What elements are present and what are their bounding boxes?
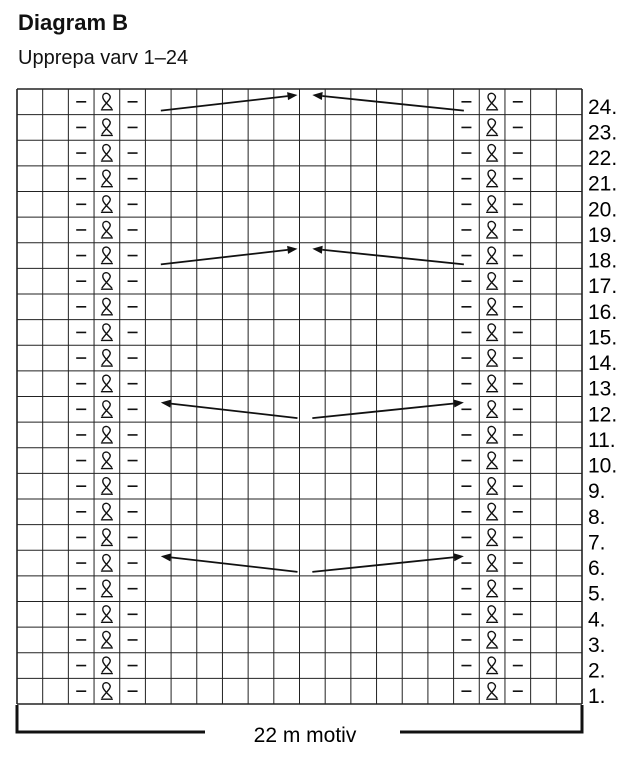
twisted-stitch-symbol	[101, 478, 113, 494]
arrow-line	[171, 404, 298, 418]
row-label: 14.	[588, 352, 618, 376]
diagram-title: Diagram B	[18, 10, 129, 35]
row-label: 11.	[588, 428, 616, 452]
twisted-stitch-symbol	[486, 478, 498, 494]
twisted-stitch-symbol	[101, 221, 113, 237]
twisted-stitch-symbol	[486, 324, 498, 340]
twisted-stitch-symbol	[486, 145, 498, 161]
arrow-head	[161, 400, 171, 408]
twisted-stitch-symbol	[101, 350, 113, 366]
grid-lines	[17, 89, 582, 704]
twisted-stitch-symbol	[486, 93, 498, 109]
arrow-line	[322, 96, 464, 111]
twisted-stitch-symbol	[101, 324, 113, 340]
row-labels	[588, 96, 617, 708]
twisted-stitch-symbol	[101, 426, 113, 442]
row-label: 18.	[588, 249, 618, 273]
twisted-stitch-symbol	[486, 273, 498, 289]
arrow-line	[322, 250, 464, 265]
twisted-stitch-symbol	[101, 503, 113, 519]
row-label: 24.	[588, 95, 618, 119]
twisted-stitch-symbol	[101, 631, 113, 647]
arrow-head	[287, 246, 297, 254]
twisted-stitch-symbol	[101, 683, 113, 699]
twisted-stitch-symbol	[101, 580, 113, 596]
twisted-stitch-symbol	[101, 247, 113, 263]
row-label: 9.	[588, 480, 606, 504]
bracket-right	[400, 705, 582, 732]
row-label: 12.	[588, 403, 618, 427]
twisted-stitch-symbol	[101, 529, 113, 545]
arrow-line	[161, 96, 288, 110]
arrow-head	[312, 246, 322, 254]
diagram-subtitle: Upprepa varv 1–24	[18, 47, 189, 69]
row-label: 5.	[588, 582, 606, 606]
twisted-stitch-symbol	[486, 529, 498, 545]
arrow-head	[161, 553, 171, 561]
row-label: 13.	[588, 377, 618, 401]
twisted-stitch-symbol	[486, 221, 498, 237]
row-label: 16.	[588, 300, 618, 324]
twisted-stitch-symbol	[101, 555, 113, 571]
twisted-stitch-symbol	[486, 119, 498, 135]
twisted-stitch-symbol	[486, 657, 498, 673]
row-label: 4.	[588, 608, 606, 632]
row-label: 2.	[588, 659, 606, 683]
twisted-stitch-symbol	[101, 657, 113, 673]
row-label: 23.	[588, 121, 618, 145]
twisted-stitch-symbol	[101, 452, 113, 468]
row-label: 6.	[588, 557, 606, 581]
twisted-stitch-symbol	[486, 426, 498, 442]
twisted-stitch-symbol	[101, 170, 113, 186]
repeat-label: 22 m motiv	[253, 724, 357, 747]
arrow-head	[454, 553, 464, 561]
row-label: 7.	[588, 531, 606, 555]
twisted-stitch-symbol	[486, 580, 498, 596]
twisted-stitch-symbol	[486, 196, 498, 212]
row-label: 3.	[588, 633, 606, 657]
twisted-stitch-symbol	[486, 631, 498, 647]
twisted-stitch-symbol	[101, 298, 113, 314]
twisted-stitch-symbol	[101, 145, 113, 161]
repeat-bracket	[17, 705, 582, 747]
twisted-stitch-symbol	[101, 375, 113, 391]
row-label: 15.	[588, 326, 618, 350]
twisted-stitch-symbol	[486, 247, 498, 263]
arrow-head	[312, 92, 322, 100]
arrow-line	[312, 404, 454, 419]
row-label: 8.	[588, 505, 606, 529]
arrow-head	[454, 400, 464, 408]
twisted-stitch-symbol	[486, 606, 498, 622]
twisted-stitch-symbol	[101, 196, 113, 212]
twisted-stitch-symbol	[486, 401, 498, 417]
twisted-stitch-symbol	[486, 298, 498, 314]
row-label: 20.	[588, 198, 618, 222]
row-label: 1.	[588, 685, 606, 709]
arrow-line	[171, 557, 298, 571]
arrow-head	[287, 92, 297, 100]
twisted-stitch-symbol	[101, 606, 113, 622]
bracket-left	[17, 705, 205, 732]
twisted-stitch-symbol	[101, 273, 113, 289]
twisted-stitch-symbol	[486, 555, 498, 571]
twisted-stitch-symbol	[486, 170, 498, 186]
twisted-stitch-symbol	[486, 375, 498, 391]
row-label: 17.	[588, 275, 618, 299]
arrow-line	[161, 250, 288, 264]
row-label: 19.	[588, 223, 618, 247]
row-label: 21.	[588, 172, 618, 196]
twisted-stitch-symbol	[486, 452, 498, 468]
cable-arrows	[161, 92, 464, 572]
twisted-stitch-symbol	[101, 119, 113, 135]
twisted-stitch-symbol	[486, 683, 498, 699]
twisted-stitch-symbol	[101, 401, 113, 417]
twisted-stitch-symbol	[101, 93, 113, 109]
row-label: 10.	[588, 454, 618, 478]
row-label: 22.	[588, 147, 618, 171]
twisted-stitch-symbol	[486, 503, 498, 519]
arrow-line	[312, 557, 454, 572]
twisted-stitch-symbol	[486, 350, 498, 366]
